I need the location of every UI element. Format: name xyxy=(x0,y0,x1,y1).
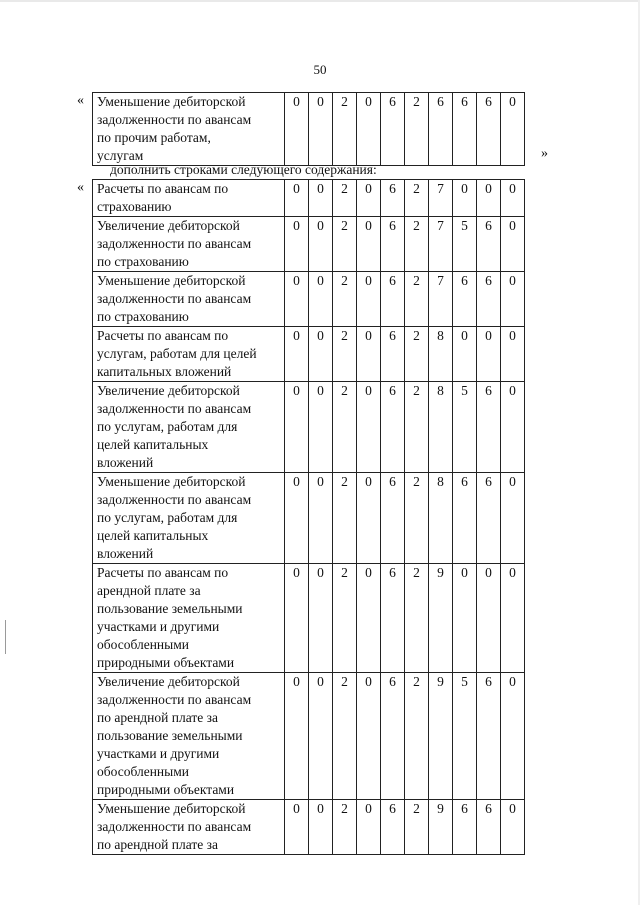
code-digit-cell: 9 xyxy=(429,564,453,673)
code-digit-cell: 0 xyxy=(285,93,309,166)
code-digit-cell: 0 xyxy=(477,564,501,673)
code-digit-cell: 0 xyxy=(453,327,477,382)
table-row xyxy=(93,800,525,855)
code-digit-cell: 2 xyxy=(333,673,357,800)
code-digit-cell: 0 xyxy=(357,473,381,564)
code-digit-cell: 6 xyxy=(477,382,501,473)
code-digit-cell: 0 xyxy=(477,327,501,382)
code-digit-cell: 9 xyxy=(429,673,453,800)
table-row xyxy=(93,272,525,327)
code-digit-cell: 2 xyxy=(405,564,429,673)
row-description: Расчеты по авансам по арендной плате за пользование земельными участками и другими обособленными природными объектами xyxy=(93,564,285,673)
row-description: Уменьшение дебиторской задолженности по авансам по арендной плате за xyxy=(93,800,285,855)
code-digit-cell: 0 xyxy=(357,800,381,855)
row-description: Расчеты по авансам по услугам, работам для целей капитальных вложений xyxy=(93,327,285,382)
code-digit-cell: 0 xyxy=(285,473,309,564)
code-digit-cell: 6 xyxy=(381,272,405,327)
code-digit-cell: 0 xyxy=(453,180,477,217)
code-digit-cell: 6 xyxy=(381,382,405,473)
code-digit-cell: 2 xyxy=(333,564,357,673)
code-digit-cell: 9 xyxy=(429,800,453,855)
code-digit-cell: 2 xyxy=(333,382,357,473)
row-description: Уменьшение дебиторской задолженности по авансам по страхованию xyxy=(93,272,285,327)
code-digit-cell: 6 xyxy=(453,800,477,855)
code-digit-cell: 2 xyxy=(405,382,429,473)
table-row xyxy=(93,473,525,564)
code-digit-cell: 6 xyxy=(453,93,477,166)
table-row xyxy=(93,673,525,800)
code-digit-cell: 0 xyxy=(357,272,381,327)
code-digit-cell: 0 xyxy=(309,93,333,166)
code-digit-cell: 0 xyxy=(309,473,333,564)
code-digit-cell: 6 xyxy=(477,473,501,564)
code-digit-cell: 0 xyxy=(285,673,309,800)
code-digit-cell: 2 xyxy=(333,217,357,272)
code-digit-cell: 2 xyxy=(333,473,357,564)
closing-quote: » xyxy=(541,146,548,161)
code-digit-cell: 6 xyxy=(477,93,501,166)
code-digit-cell: 0 xyxy=(357,327,381,382)
code-digit-cell: 0 xyxy=(309,564,333,673)
code-digit-cell: 8 xyxy=(429,382,453,473)
code-digit-cell: 0 xyxy=(285,800,309,855)
code-digit-cell: 6 xyxy=(477,673,501,800)
code-digit-cell: 7 xyxy=(429,180,453,217)
code-digit-cell: 6 xyxy=(381,673,405,800)
code-digit-cell: 6 xyxy=(381,93,405,166)
code-digit-cell: 0 xyxy=(309,673,333,800)
code-digit-cell: 0 xyxy=(285,217,309,272)
code-digit-cell: 0 xyxy=(501,673,525,800)
code-digit-cell: 0 xyxy=(285,564,309,673)
code-digit-cell: 0 xyxy=(501,327,525,382)
code-digit-cell: 0 xyxy=(309,217,333,272)
code-digit-cell: 6 xyxy=(381,800,405,855)
page-number: 50 xyxy=(313,62,327,77)
code-digit-cell: 0 xyxy=(501,473,525,564)
code-digit-cell: 0 xyxy=(309,800,333,855)
code-digit-cell: 0 xyxy=(285,180,309,217)
code-digit-cell: 2 xyxy=(333,272,357,327)
code-digit-cell: 0 xyxy=(477,180,501,217)
code-digit-cell: 2 xyxy=(333,180,357,217)
code-digit-cell: 2 xyxy=(405,217,429,272)
code-digit-cell: 0 xyxy=(501,800,525,855)
code-digit-cell: 0 xyxy=(309,180,333,217)
scan-edge-top xyxy=(0,0,640,2)
code-digit-cell: 8 xyxy=(429,473,453,564)
opening-quote-main: « xyxy=(77,180,84,195)
code-digit-cell: 0 xyxy=(357,673,381,800)
opening-quote-top: « xyxy=(77,93,84,108)
code-digit-cell: 6 xyxy=(381,564,405,673)
code-digit-cell: 5 xyxy=(453,382,477,473)
code-digit-cell: 6 xyxy=(381,217,405,272)
code-digit-cell: 0 xyxy=(501,564,525,673)
table-row xyxy=(93,180,525,217)
code-table-main xyxy=(92,179,525,855)
code-digit-cell: 0 xyxy=(285,327,309,382)
code-digit-cell: 2 xyxy=(405,800,429,855)
code-table-top xyxy=(92,92,525,166)
code-digit-cell: 0 xyxy=(309,382,333,473)
code-digit-cell: 0 xyxy=(501,93,525,166)
code-digit-cell: 6 xyxy=(453,272,477,327)
code-digit-cell: 0 xyxy=(357,217,381,272)
code-digit-cell: 6 xyxy=(453,473,477,564)
code-digit-cell: 0 xyxy=(357,564,381,673)
code-digit-cell: 0 xyxy=(309,327,333,382)
table-row xyxy=(93,217,525,272)
code-digit-cell: 6 xyxy=(477,800,501,855)
code-digit-cell: 2 xyxy=(405,180,429,217)
row-description: Уменьшение дебиторской задолженности по авансам по прочим работам, услугам xyxy=(93,93,285,166)
code-digit-cell: 0 xyxy=(501,217,525,272)
code-digit-cell: 6 xyxy=(381,327,405,382)
table-row xyxy=(93,327,525,382)
row-description: Увеличение дебиторской задолженности по авансам по страхованию xyxy=(93,217,285,272)
code-digit-cell: 0 xyxy=(309,272,333,327)
code-digit-cell: 5 xyxy=(453,217,477,272)
code-digit-cell: 6 xyxy=(477,272,501,327)
code-digit-cell: 0 xyxy=(357,93,381,166)
code-digit-cell: 0 xyxy=(357,382,381,473)
code-digit-cell: 8 xyxy=(429,327,453,382)
code-digit-cell: 0 xyxy=(357,180,381,217)
code-digit-cell: 2 xyxy=(405,272,429,327)
code-digit-cell: 7 xyxy=(429,217,453,272)
code-digit-cell: 6 xyxy=(381,473,405,564)
code-digit-cell: 6 xyxy=(381,180,405,217)
row-description: Уменьшение дебиторской задолженности по авансам по услугам, работам для целей капитальных вложений xyxy=(93,473,285,564)
code-digit-cell: 0 xyxy=(285,272,309,327)
code-digit-cell: 2 xyxy=(333,800,357,855)
code-digit-cell: 2 xyxy=(333,93,357,166)
code-digit-cell: 0 xyxy=(501,180,525,217)
code-digit-cell: 2 xyxy=(405,93,429,166)
row-description: Увеличение дебиторской задолженности по авансам по арендной плате за пользование земельными участками и другими обособленными природными объектами xyxy=(93,673,285,800)
code-digit-cell: 0 xyxy=(501,382,525,473)
code-digit-cell: 2 xyxy=(333,327,357,382)
code-digit-cell: 0 xyxy=(285,382,309,473)
table-row xyxy=(93,564,525,673)
code-digit-cell: 2 xyxy=(405,327,429,382)
amendment-instruction: дополнить строками следующего содержания: xyxy=(110,162,377,177)
table-row xyxy=(93,93,525,166)
code-digit-cell: 6 xyxy=(429,93,453,166)
code-digit-cell: 0 xyxy=(453,564,477,673)
code-digit-cell: 2 xyxy=(405,473,429,564)
row-description: Расчеты по авансам по страхованию xyxy=(93,180,285,217)
row-description: Увеличение дебиторской задолженности по авансам по услугам, работам для целей капитальных вложений xyxy=(93,382,285,473)
code-digit-cell: 6 xyxy=(477,217,501,272)
code-digit-cell: 2 xyxy=(405,673,429,800)
code-digit-cell: 7 xyxy=(429,272,453,327)
code-digit-cell: 0 xyxy=(501,272,525,327)
code-digit-cell: 5 xyxy=(453,673,477,800)
scan-mark xyxy=(5,620,6,654)
table-row xyxy=(93,382,525,473)
